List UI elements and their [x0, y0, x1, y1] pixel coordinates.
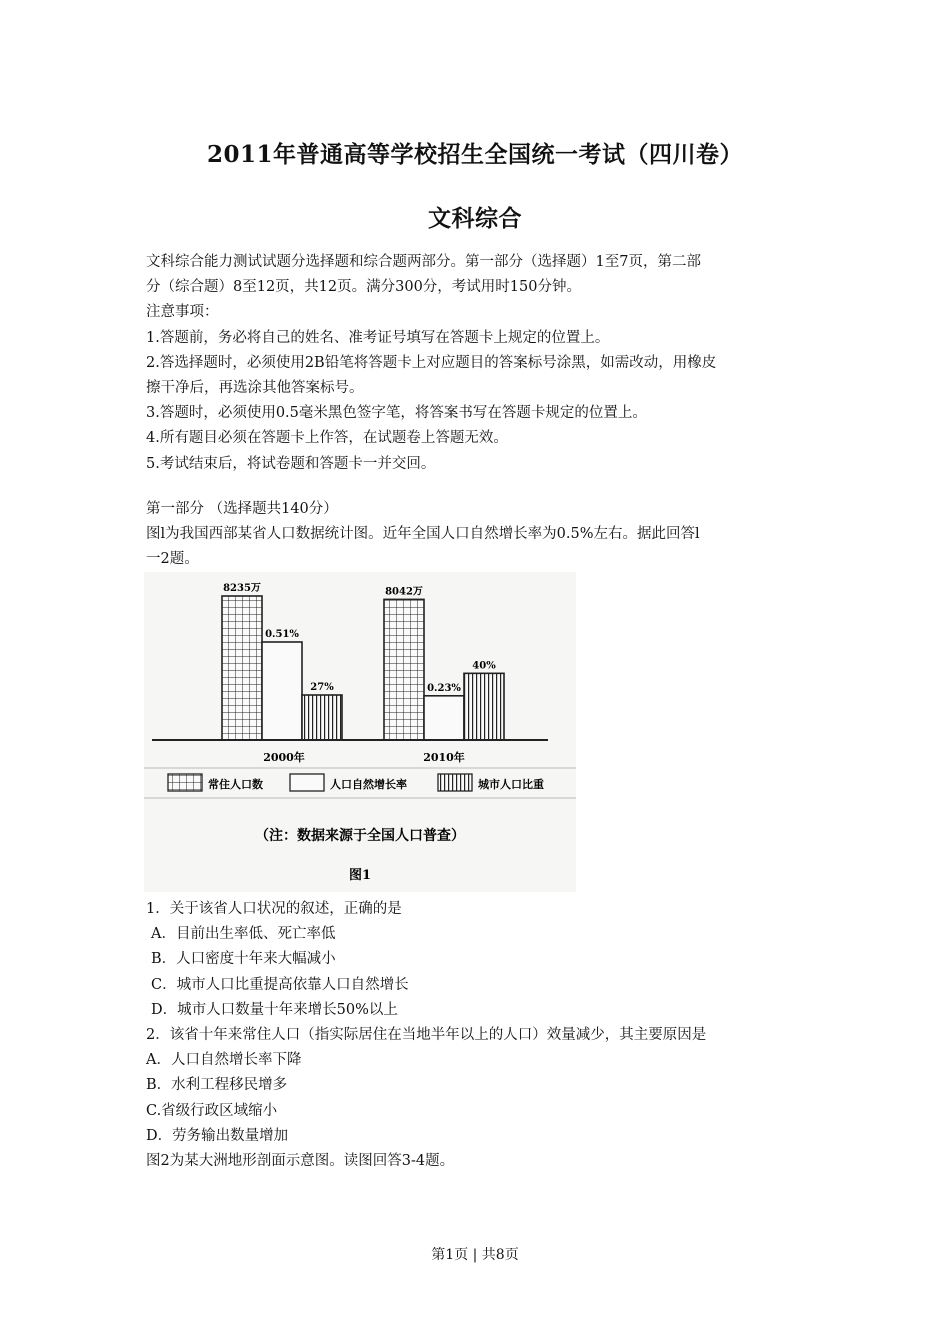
- question-stem: 2．该省十年来常住人口（指实际居住在当地半年以上的人口）效量减少，其主要原因是: [146, 1027, 707, 1044]
- legend-label-growth-rate: 人口自然增长率: [330, 778, 407, 791]
- bar-population-2000: [222, 596, 262, 740]
- notice-item: 2.答选择题时，必须使用2B铅笔将答题卡上对应题目的答案标号涂黑，如需改动，用橡皮: [146, 354, 717, 371]
- notice-item: 3.答题时，必须使用0.5毫米黑色签字笔，将答案书写在答题卡规定的位置上。: [146, 405, 647, 422]
- data-label-population-2000: 8235万: [223, 583, 261, 594]
- chart-bars: [222, 582, 504, 740]
- figure-intro-line: 图l为我国西部某省人口数据统计图。近年全国人口自然增长率为0.5%左右。据此回答l: [146, 526, 700, 543]
- notice-heading: 注意事项：: [146, 304, 219, 321]
- chart-svg: [144, 572, 576, 892]
- chart-legend: [168, 774, 544, 791]
- intro-line: 文科综合能力测试试题分选择题和综合题两部分。第一部分（选择题）1至7页，第二部: [146, 254, 701, 270]
- figure-intro-line: 图2为某大洲地形剖面示意图。读图回答3-4题。: [146, 1153, 455, 1170]
- notice-item: 5.考试结束后，将试卷题和答题卡一并交回。: [146, 455, 436, 472]
- answer-option: B．人口密度十年来大幅减小: [151, 951, 336, 968]
- data-label-growth-rate-2010: 0.23%: [427, 682, 461, 694]
- part-one-section: [146, 497, 814, 573]
- data-label-urban-ratio-2000: 27%: [310, 682, 334, 693]
- bar-growth-rate-2010: [424, 696, 464, 740]
- page-title: 2011年普通高等学校招生全国统一考试（四川卷）: [206, 141, 743, 168]
- question-stem: 1．关于该省人口状况的叙述，正确的是: [146, 901, 402, 917]
- data-label-growth-rate-2000: 0.51%: [265, 629, 299, 640]
- answer-option: D．劳务输出数量增加: [146, 1127, 289, 1144]
- notice-item: 1.答题前，务必将自己的姓名、准考证号填写在答题卡上规定的位置上。: [146, 329, 610, 346]
- answer-option: B．水利工程移民增多: [146, 1077, 288, 1094]
- bar-urban-ratio-2000: [302, 695, 342, 740]
- page-subtitle: 文科综合: [428, 205, 522, 232]
- legend-swatch-growth-rate: [290, 774, 324, 791]
- bar-urban-ratio-2010: [464, 673, 504, 740]
- figure-caption: 图1: [348, 868, 372, 883]
- part-heading: 第一部分 （选择题共140分）: [146, 501, 338, 517]
- legend-swatch-urban-ratio: [438, 774, 472, 791]
- answer-option: D．城市人口数量十年来增长50%以上: [151, 1001, 398, 1018]
- category-label-2000: 2000年: [263, 751, 305, 764]
- category-label-2010: 2010年: [423, 751, 465, 764]
- answer-option: C.省级行政区域缩小: [146, 1102, 278, 1119]
- figure-intro-line: 一2题。: [146, 551, 199, 568]
- answer-option: A．目前出生率低、死亡率低: [151, 926, 336, 943]
- intro-line: 分（综合题）8至12页，共12页。满分300分，考试用时150分钟。: [146, 279, 581, 296]
- answer-option: C．城市人口比重提高依靠人口自然增长: [151, 976, 409, 993]
- legend-swatch-population: [168, 774, 202, 791]
- notice-item: 擦干净后，再选涂其他答案标号。: [146, 380, 364, 397]
- legend-label-urban-ratio: 城市人口比重: [478, 778, 544, 791]
- chart-note: （注：数据来源于全国人口普查）: [255, 828, 465, 844]
- notice-item: 4.所有题目必须在答题卡上作答，在试题卷上答题无效。: [146, 430, 508, 447]
- bar-growth-rate-2000: [262, 642, 302, 740]
- legend-label-population: 常住人口数: [208, 778, 263, 791]
- intro-paragraph: [146, 250, 814, 477]
- bar-population-2010: [384, 599, 424, 740]
- answer-option: A．人口自然增长率下降: [146, 1052, 302, 1069]
- figure-1-population-chart: [144, 572, 576, 892]
- data-label-urban-ratio-2010: 40%: [472, 660, 496, 672]
- data-label-population-2010: 8042万: [385, 586, 423, 598]
- page-footer: 第1页 | 共8页: [431, 1247, 519, 1263]
- questions-section: [146, 897, 814, 1174]
